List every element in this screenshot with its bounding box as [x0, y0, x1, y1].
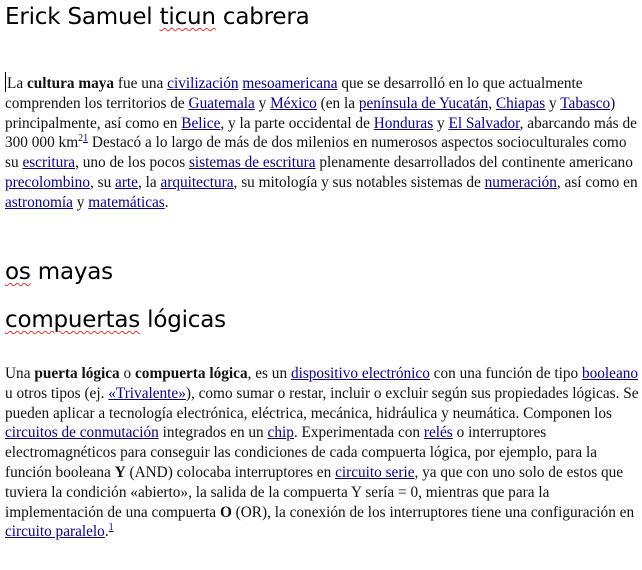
section-heading-mayas	[5, 259, 113, 285]
link-trivalente[interactable]: «Trivalente»	[108, 384, 186, 402]
link-reles[interactable]: relés	[423, 424, 453, 442]
text-cursor	[5, 72, 6, 92]
heading-misspelled-word[interactable]: os	[5, 259, 31, 285]
paragraph-maya-culture: La cultura maya fue una civilización mesoamericana que se desarrolló en lo que actualmente comprenden los territorios de Guatemala y México (en la península de Yucatán, Chiapas y Tabasco) principalmente, así como en Belice, y la parte occidental de Honduras y El Salvador, abarcando más de 300 000 $km^{21}$ Destacó a lo largo de más de dos milenios en numerosos aspectos socioculturales como su escritura, uno de los pocos sistemas de escritura plenamente desarrollados del continente americano precolombino, su arte, la arquitectura, su mitología y sus notables sistemas de numeración, así como en astronomía y matemáticas.	[5, 72, 641, 213]
heading-text: mayas	[30, 259, 113, 285]
link-honduras[interactable]: Honduras	[373, 114, 434, 132]
link-chiapas[interactable]: Chiapas	[495, 94, 546, 112]
bold-term: cultura maya	[26, 75, 115, 92]
paragraph-logic-gates: Una puerta lógica o compuerta lógica, es un dispositivo electrónico con una función de tipo booleano u otros tipos (ej. «Trivalente»), como sumar o restar, incluir o excluir según sus propiedades lógicas. Se pueden aplicar a tecnología electrónica, eléctrica, mecánica, hidráulica y neumática. Componen los circuitos de conmutación integrados en un chip. Experimentada con relés o interruptores electromagnéticos para conseguir las condiciones de cada compuerta lógica, por ejemplo, para la función booleana Y (AND) colocaba interruptores en circuito serie, ya que con uno solo de estos que tuviera la condición «abierto», la salida de la compuerta Y sería = 0, mientras que para la implementación de una compuerta O (OR), la conexión de los interruptores tiene una configuración en circuito paralelo.$^1$	[5, 365, 639, 541]
link-numeracion[interactable]: numeración	[484, 173, 557, 191]
link-dispositivo-electronico[interactable]: dispositivo electrónico	[290, 365, 430, 382]
link-escritura[interactable]: escritura	[22, 154, 76, 172]
link-arte[interactable]: arte	[115, 173, 138, 191]
title-misspelled-word[interactable]: ticun	[159, 4, 216, 30]
link-circuito-serie[interactable]: circuito serie	[335, 463, 415, 481]
superscript-squared: 2	[78, 133, 84, 145]
link-belice[interactable]: Belice	[181, 114, 221, 132]
link-mesoamericana[interactable]: mesoamericana	[242, 75, 338, 92]
reference-link[interactable]: 1	[83, 133, 89, 145]
heading-text: lógicas	[140, 307, 226, 333]
link-el-salvador[interactable]: El Salvador	[448, 114, 520, 132]
bold-term: compuerta lógica	[135, 365, 248, 382]
link-arquitectura[interactable]: arquitectura	[160, 173, 234, 191]
link-astronomia[interactable]: astronomía	[5, 193, 73, 211]
title-text-end: cabrera	[215, 4, 310, 30]
link-booleano[interactable]: booleano	[581, 365, 639, 382]
link-tabasco[interactable]: Tabasco	[560, 94, 611, 112]
title-text: Erick Samuel	[5, 4, 160, 30]
link-sistemas-de-escritura[interactable]: sistemas de escritura	[188, 154, 316, 172]
link-circuito-paralelo[interactable]: circuito paralelo	[5, 523, 105, 541]
bold-term: Y	[114, 463, 126, 481]
link-peninsula-yucatan[interactable]: península de Yucatán	[358, 94, 489, 112]
link-circuitos-de-conmutacion[interactable]: circuitos de conmutación	[5, 424, 159, 442]
document-title	[5, 4, 310, 30]
link-chip[interactable]: chip	[267, 424, 294, 442]
section-heading-compuertas	[5, 307, 226, 333]
bold-term: O	[219, 503, 232, 521]
bold-term: puerta lógica	[34, 365, 120, 382]
link-guatemala[interactable]: Guatemala	[188, 94, 255, 112]
heading-misspelled-word[interactable]: compuertas	[5, 307, 141, 333]
link-mexico[interactable]: México	[270, 94, 317, 112]
link-matematicas[interactable]: matemáticas	[88, 193, 165, 211]
link-precolombino[interactable]: precolombino	[5, 173, 90, 191]
reference-link[interactable]: 1	[108, 522, 114, 534]
link-civilizacion[interactable]: civilización	[167, 75, 239, 92]
